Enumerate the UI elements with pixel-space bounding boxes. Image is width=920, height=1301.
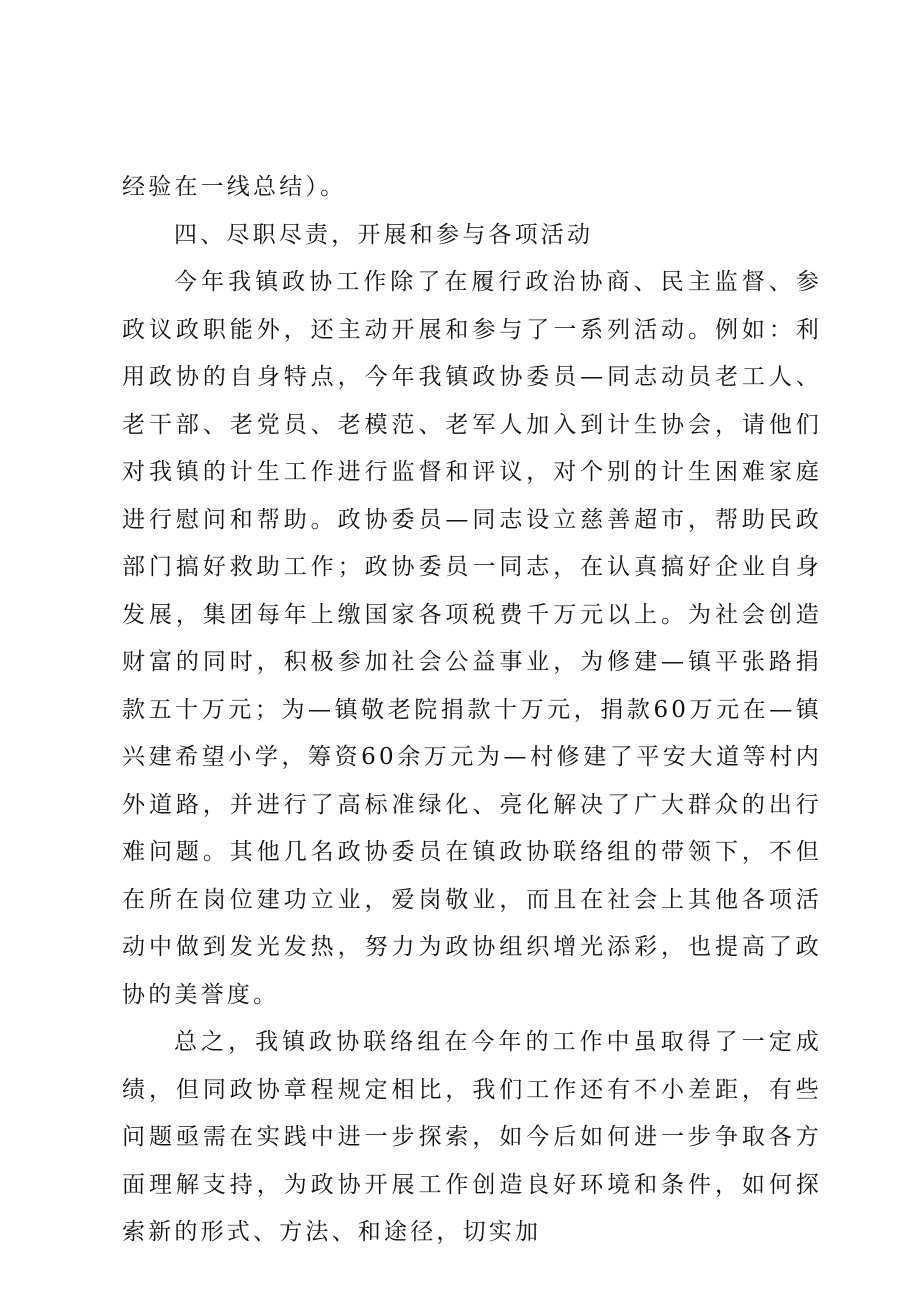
paragraph-activities: 今年我镇政协工作除了在履行政治协商、民主监督、参政议政职能外，还主动开展和参与了一系列活动。例如：利用政协的自身特点，今年我镇政协委员—同志动员老工人、老干部、老党员、老模范、老军人加入到计生协会，请他们对我镇的计生工作进行监督和评议，对个别的计生困难家庭进行慰问和帮助。政协委员—同志设立慈善超市，帮助民政部门搞好救助工作；政协委员一同志，在认真搞好企业自身发展，集团每年上缴国家各项税费千万元以上。为社会创造财富的同时，积极参加社会公益事业，为修建—镇平张路捐款五十万元；为—镇敬老院捐款十万元，捐款60万元在—镇兴建希望小学，筹资60余万元为—村修建了平安大道等村内外道路，并进行了高标准绿化、亮化解决了广大群众的出行难问题。其他几名政协委员在镇政协联络组的带领下，不但在所在岗位建功立业，爱岗敬业，而且在社会上其他各项活动中做到发光发热，努力为政协组织增光添彩，也提高了政协的美誉度。: [122, 269, 822, 1008]
paragraph-continuation: 经验在一线总结）。: [122, 174, 347, 200]
paragraph-summary: 总之，我镇政协联络组在今年的工作中虽取得了一定成绩，但同政协章程规定相比，我们工作还有不小差距，有些问题亟需在实践中进一步探索，如今后如何进一步争取各方面理解支持，为政协开展工作创造良好环境和条件，如何探索新的形式、方法、和途径，切实加: [122, 1029, 822, 1245]
document-body: [122, 164, 822, 1257]
section-heading: 四、尽职尽责，开展和参与各项活动: [174, 221, 594, 248]
